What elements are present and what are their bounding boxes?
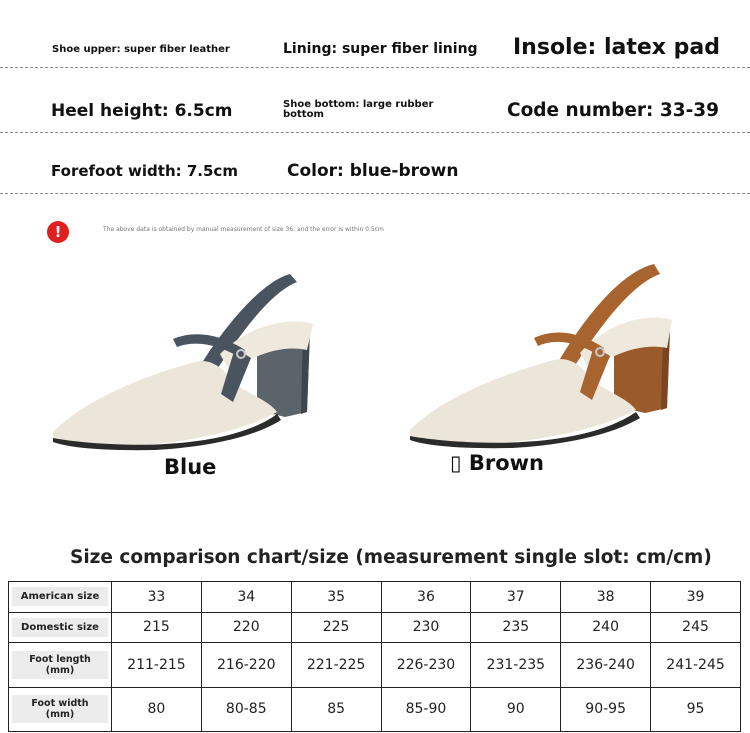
table-cell: 38 — [561, 582, 651, 613]
brown-caption: ▯ Brown — [450, 451, 545, 475]
divider — [0, 67, 750, 68]
table-cell: 245 — [651, 612, 741, 643]
spec-code-number: Code number: 33-39 — [507, 100, 720, 121]
brown-shoe-image — [402, 258, 677, 453]
table-row — [9, 582, 741, 613]
table-cell: 236-240 — [561, 643, 651, 687]
spec-forefoot-width: Forefoot width: 7.5cm — [51, 162, 238, 180]
table-cell: 80 — [112, 687, 202, 731]
table-cell: 85 — [291, 687, 381, 731]
table-cell: 90 — [471, 687, 561, 731]
row-label-foot-length: Foot length (mm) — [12, 651, 108, 679]
spec-shoe-bottom: Shoe bottom: large rubber bottom — [283, 99, 434, 120]
size-chart-table — [8, 581, 741, 732]
spec-lining: Lining: super fiber lining — [283, 41, 478, 57]
measurement-note: The above data is obtained by manual measurement of size 36, and the error is within 0.5cm — [103, 226, 384, 233]
table-cell: 216-220 — [201, 643, 291, 687]
table-cell: 90-95 — [561, 687, 651, 731]
blue-caption: Blue — [164, 455, 217, 479]
row-label-foot-width: Foot width (mm) — [12, 695, 108, 723]
row-label-american-size: American size — [12, 587, 108, 606]
table-cell: 240 — [561, 612, 651, 643]
divider — [0, 193, 750, 194]
table-cell: 39 — [651, 582, 741, 613]
size-chart-title: Size comparison chart/size (measurement single slot: cm/cm) — [70, 547, 712, 568]
table-cell: 230 — [381, 612, 471, 643]
row-label-domestic-size: Domestic size — [12, 618, 108, 637]
table-cell: 95 — [651, 687, 741, 731]
divider — [0, 132, 750, 133]
table-cell: 226-230 — [381, 643, 471, 687]
spec-color: Color: blue-brown — [287, 161, 459, 181]
table-cell: 231-235 — [471, 643, 561, 687]
table-cell: 220 — [201, 612, 291, 643]
blue-shoe-image — [45, 262, 320, 457]
spec-insole: Insole: latex pad — [513, 35, 720, 60]
exclamation-icon: ! — [47, 221, 69, 243]
table-cell: 241-245 — [651, 643, 741, 687]
table-cell: 36 — [381, 582, 471, 613]
table-cell: 33 — [112, 582, 202, 613]
table-cell: 85-90 — [381, 687, 471, 731]
table-cell: 34 — [201, 582, 291, 613]
table-cell: 235 — [471, 612, 561, 643]
table-cell: 225 — [291, 612, 381, 643]
table-cell: 37 — [471, 582, 561, 613]
table-row — [9, 687, 741, 731]
table-cell: 35 — [291, 582, 381, 613]
table-cell: 80-85 — [201, 687, 291, 731]
table-cell: 221-225 — [291, 643, 381, 687]
table-cell: 215 — [112, 612, 202, 643]
table-row — [9, 643, 741, 687]
spec-shoe-upper: Shoe upper: super fiber leather — [52, 44, 230, 55]
spec-heel-height: Heel height: 6.5cm — [51, 101, 233, 121]
table-row — [9, 612, 741, 643]
table-cell: 211-215 — [112, 643, 202, 687]
